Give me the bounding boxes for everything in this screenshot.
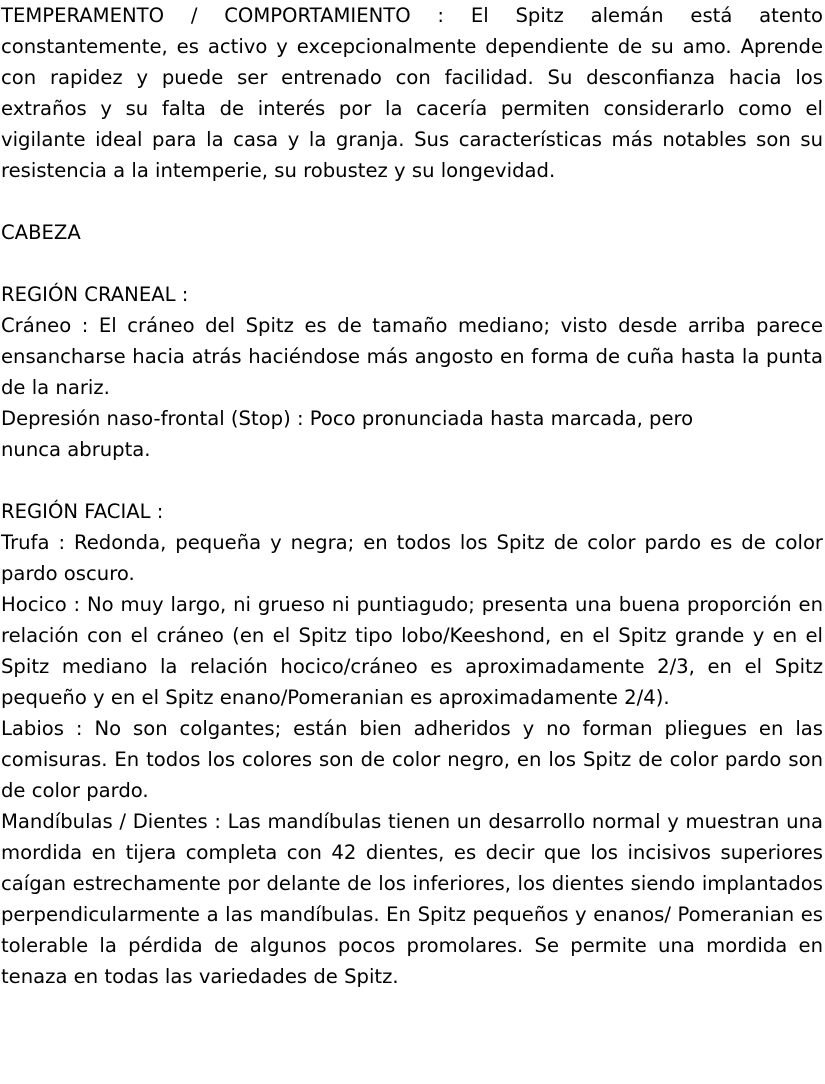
- skull-paragraph: Cráneo : El cráneo del Spitz es de tamaño mediano; visto desde arriba parece ensancharse hacia atrás haciéndose más angosto en forma de cuña hasta la punta de la nariz.: [1, 314, 823, 399]
- cranial-region-title: REGIÓN CRANEAL :: [1, 283, 189, 306]
- temperament-paragraph: TEMPERAMENTO / COMPORTAMIENTO : El Spitz alemán está atento constantemente, es activo y excepcionalmente dependiente de su amo. Aprende con rapidez y puede ser entrenado con facilidad. Su desconfianza hacia los extraños y su falta de interés por la cacería permiten considerarlo como el vigilante ideal para la casa y la granja. Sus características más notables son su resistencia a la intemperie, su robustez y su longevidad.: [1, 4, 823, 182]
- muzzle-paragraph: Hocico : No muy largo, ni grueso ni puntiagudo; presenta una buena proporción en relación con el cráneo (en el Spitz tipo lobo/Keeshond, en el Spitz grande y en el Spitz mediano la relación hocico/cráneo es aproximadamente 2/3, en el Spitz pequeño y en el Spitz enano/Pomeranian es aproximadamente 2/4).: [1, 593, 823, 709]
- head-section-title: CABEZA: [1, 221, 81, 244]
- blank-line: [1, 186, 823, 217]
- nose-paragraph: Trufa : Redonda, pequeña y negra; en todos los Spitz de color pardo es de color pardo oscuro.: [1, 531, 823, 585]
- stop-line-1: Depresión naso-frontal (Stop) : Poco pronunciada hasta marcada, pero: [1, 407, 694, 430]
- jaws-teeth-paragraph: Mandíbulas / Dientes : Las mandíbulas tienen un desarrollo normal y muestran una mordida en tijera completa con 42 dientes, es decir que los incisivos superiores caígan estrechamente por delante de los inferiores, los dientes siendo implantados perpendicularmente a las mandíbulas. En Spitz pequeños y enanos/ Pomeranian es tolerable la pérdida de algunos pocos promolares. Se permite una mordida en tenaza en todas las variedades de Spitz.: [1, 810, 823, 988]
- facial-region-title: REGIÓN FACIAL :: [1, 500, 164, 523]
- stop-line-2: nunca abrupta.: [1, 438, 151, 461]
- blank-line: [1, 248, 823, 279]
- lips-paragraph: Labios : No son colgantes; están bien adheridos y no forman pliegues en las comisuras. En todos los colores son de color negro, en los Spitz de color pardo son de color pardo.: [1, 717, 823, 802]
- blank-line: [1, 465, 823, 496]
